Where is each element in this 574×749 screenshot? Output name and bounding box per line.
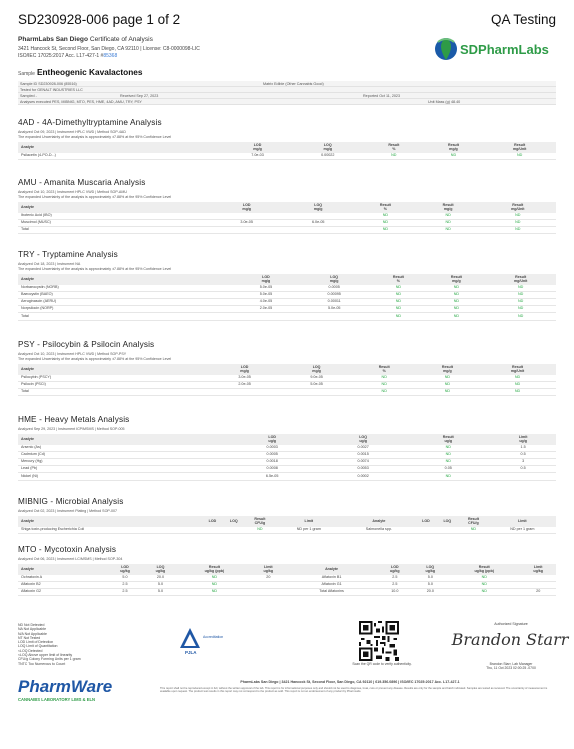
table-cell: ND	[406, 458, 490, 465]
table-cell: ND	[369, 298, 427, 305]
column-header: LOQ ug/kg	[413, 564, 448, 575]
table-cell: 2.5	[107, 588, 142, 595]
column-header: Analyte	[18, 364, 209, 375]
table-header-row	[18, 274, 556, 285]
table-row	[18, 219, 556, 226]
column-header: Analyte	[18, 564, 107, 575]
table-cell: Total	[18, 388, 209, 395]
analysis-info: Analyzed Oct 10, 2023 | Instrument HPLC VWD | Method SOP-AMU	[18, 190, 127, 194]
section-amu	[18, 178, 556, 234]
table-cell: ND	[417, 219, 480, 226]
section-title: 4AD - 4A-Dimethyltryptamine Analysis	[18, 118, 162, 127]
table-cell: ND	[427, 306, 485, 313]
results-table	[18, 434, 556, 481]
table-cell: Aflatoxin G1	[286, 581, 377, 588]
table-cell: 3	[490, 458, 556, 465]
signer-name: Brandon Starr, Lab Manager	[489, 662, 533, 666]
legend-item: NT Not Tested	[18, 635, 41, 640]
table-cell: Norpsilocin (NORP)	[18, 306, 233, 313]
table-cell: ND per 1 gram	[275, 527, 342, 534]
column-header: Analyte	[18, 434, 224, 445]
table-cell: 0.0015	[320, 451, 406, 458]
table-cell: ND	[245, 527, 276, 534]
column-header: Limit	[275, 516, 342, 527]
table-row	[18, 575, 556, 582]
table-cell: ND	[427, 298, 485, 305]
table-cell: 4.0e-05	[233, 298, 299, 305]
qr-code[interactable]	[359, 621, 399, 661]
table-cell	[437, 527, 459, 534]
svg-text:PJLA: PJLA	[185, 650, 197, 655]
column-header: Limit ug/g	[490, 434, 556, 445]
table-cell: 1.5	[490, 445, 556, 452]
table-cell: 5.0e-05	[233, 285, 299, 292]
table-cell	[520, 581, 556, 588]
meta-sampled: Sampled -	[20, 93, 37, 98]
lab-name: PharmLabs San Diego	[18, 36, 88, 43]
section-title: MTO - Mycotoxin Analysis	[18, 545, 117, 554]
table-cell: ND	[354, 226, 417, 233]
doc-type: QA Testing	[490, 12, 556, 27]
table-cell: ND	[458, 527, 489, 534]
table-cell: 0.05	[406, 466, 490, 473]
uncertainty-note: The expanded Uncertainty of the analysis is approximately ±7.88% at the 95% Confidence Level	[18, 135, 172, 139]
results-table	[18, 564, 556, 596]
table-cell: 5.0	[143, 581, 178, 588]
column-header: Result CFU/g	[245, 516, 276, 527]
uncertainty-note: The expanded Uncertainty of the analysis is approximately ±7.88% at the 95% Confidence Level	[18, 267, 172, 271]
table-cell	[251, 588, 286, 595]
table-cell	[281, 388, 353, 395]
column-header: Result mg/g	[424, 142, 484, 153]
table-cell: ND	[406, 445, 490, 452]
column-header: LOQ ug/g	[320, 434, 406, 445]
svg-text:CANNABIS LABORATORY LIMS & ELN: CANNABIS LABORATORY LIMS & ELN	[18, 697, 96, 702]
results-table	[18, 364, 556, 396]
column-header: Limit ug/kg	[520, 564, 556, 575]
column-header: LOQ mg/g	[299, 274, 369, 285]
column-header: Result ug/kg (ppb)	[178, 564, 250, 575]
table-cell: 0.0002	[320, 473, 406, 480]
table-row	[18, 213, 556, 220]
section-mto	[18, 545, 556, 596]
column-header: Result %	[353, 364, 416, 375]
analysis-info: Analyzed Oct 06, 2023 | Instrument LC/MSMS | Method SOP-304	[18, 557, 123, 561]
table-cell: 0.00011	[299, 298, 369, 305]
table-row	[18, 466, 556, 473]
table-row	[18, 581, 556, 588]
table-cell: Psilocybin (PSCY)	[18, 375, 209, 382]
table-cell: ND	[480, 213, 556, 220]
table-row	[18, 285, 556, 292]
table-cell: ND	[406, 473, 490, 480]
sample-meta	[18, 81, 556, 105]
table-cell: 20.0	[413, 588, 448, 595]
table-cell: 0.5	[490, 466, 556, 473]
legend-item: CFU/g Colony Forming Units per 1 gram	[18, 657, 81, 662]
table-cell: ND	[479, 388, 556, 395]
table-cell: Mercury (Hg)	[18, 458, 224, 465]
table-cell: Ibotenic Acid (IBO)	[18, 213, 211, 220]
table-header-row	[18, 202, 556, 213]
analysis-info: Analyzed Oct 18, 2023 | Instrument NA	[18, 262, 81, 266]
table-cell: 0.0053	[320, 466, 406, 473]
iso-link[interactable]: 85368	[103, 52, 118, 59]
table-row	[18, 388, 556, 395]
sample-name: Entheogenic Kavalactones	[36, 67, 143, 77]
table-cell: ND	[480, 219, 556, 226]
column-header: Limit ug/kg	[251, 564, 286, 575]
sample-id-page: SD230928-006 page 1 of 2	[18, 12, 181, 27]
meta-reported: Reported Oct 11, 2023	[363, 93, 401, 98]
table-cell: 5.0	[143, 588, 178, 595]
table-cell: ND	[448, 575, 520, 582]
legend-item: LOD Limit of Detection	[18, 640, 54, 645]
table-cell: ND	[479, 381, 556, 388]
column-header: Analyte	[18, 274, 233, 285]
table-cell: Aflatoxin G2	[18, 588, 107, 595]
table-cell: Aflatoxin B1	[286, 575, 377, 582]
column-header: LOD ug/kg	[107, 564, 142, 575]
table-header-row	[18, 564, 556, 575]
table-cell: ND	[427, 313, 485, 320]
signed-date: Thu, 11 Oct 2023 02:00:25 -0700	[486, 666, 536, 671]
legend	[18, 623, 108, 666]
table-cell: ND	[353, 388, 416, 395]
column-header: Analyte	[18, 202, 211, 213]
table-cell: 10.0	[377, 588, 412, 595]
table-cell: Salmonella spp.	[342, 527, 415, 534]
table-cell: ND	[485, 298, 556, 305]
legend-item: <LOQ Above upper limit of linearity	[18, 653, 73, 658]
table-cell: 20	[520, 588, 556, 595]
table-cell: 2.0e-05	[209, 381, 281, 388]
table-cell: 5.0e-05	[299, 306, 369, 313]
table-cell: 2.0e-05	[233, 306, 299, 313]
section-4ad	[18, 118, 556, 160]
table-cell: 2.5	[107, 581, 142, 588]
table-cell: ND	[480, 226, 556, 233]
column-header: LOQ mg/g	[292, 142, 364, 153]
column-header: Analyte	[18, 142, 224, 153]
column-header: LOD ug/g	[224, 434, 320, 445]
table-cell: ND	[427, 291, 485, 298]
table-row	[18, 298, 556, 305]
table-cell: 0.0018	[224, 458, 320, 465]
analysis-info: Analyzed Oct 09, 2023 | Instrument HPLC VWD | Method SOP-4AD	[18, 130, 126, 134]
lab-name-line	[18, 36, 153, 43]
table-cell: ND	[354, 219, 417, 226]
table-cell: ND	[416, 381, 479, 388]
table-row	[18, 313, 556, 320]
table-row	[18, 375, 556, 382]
column-header: Result %	[364, 142, 424, 153]
signature: Brandon Starr	[451, 630, 569, 649]
table-cell: ND	[417, 213, 480, 220]
table-row	[18, 527, 556, 534]
table-cell: ND	[369, 291, 427, 298]
section-mibnig	[18, 497, 556, 534]
meta-analyses: Analyses executed PES, MIBNIG, MTO, PES, HME, 4AD, AMU, TRY, PSY	[20, 99, 142, 104]
svg-text:Accreditation: Accreditation	[203, 635, 224, 639]
results-table	[18, 142, 556, 160]
table-cell: ND	[485, 285, 556, 292]
table-cell	[299, 313, 369, 320]
table-cell: 20.0	[143, 575, 178, 582]
table-cell	[415, 527, 436, 534]
svg-text:PharmWare: PharmWare	[18, 677, 113, 696]
table-cell: 0.5	[490, 451, 556, 458]
column-header: Analyte	[18, 516, 202, 527]
table-cell	[223, 527, 245, 534]
sdpharmlabs-logo	[432, 34, 562, 64]
table-cell: 5.0e-05	[281, 381, 353, 388]
results-table	[18, 274, 556, 321]
table-cell: Total	[18, 313, 233, 320]
table-cell: Total Aflatoxins	[286, 588, 377, 595]
table-row	[18, 306, 556, 313]
column-header: Limit	[489, 516, 556, 527]
meta-sample-id: Sample ID SD230928-006 (85516)	[20, 81, 77, 86]
svg-text:SDPharmLabs: SDPharmLabs	[460, 42, 549, 57]
section-title: TRY - Tryptamine Analysis	[18, 250, 118, 259]
column-header: LOD mg/g	[211, 202, 283, 213]
column-header: Analyte	[342, 516, 415, 527]
table-cell: ND	[364, 153, 424, 160]
pjla-accreditation-logo	[176, 624, 236, 656]
table-cell: Psilocin (PSCI)	[18, 381, 209, 388]
section-title: AMU - Amanita Muscaria Analysis	[18, 178, 146, 187]
table-cell: 0.0003	[224, 445, 320, 452]
table-cell	[251, 581, 286, 588]
table-cell: ND	[485, 313, 556, 320]
table-cell	[202, 527, 223, 534]
table-row	[18, 226, 556, 233]
column-header: Result mg/Unit	[483, 142, 556, 153]
leaf-globe-icon	[435, 38, 457, 60]
table-row	[18, 458, 556, 465]
column-header: Analyte	[286, 564, 377, 575]
table-cell: 5.0	[413, 581, 448, 588]
column-header: LOD	[202, 516, 223, 527]
column-header: LOQ mg/g	[282, 202, 354, 213]
section-title: PSY - Psilocybin & Psilocin Analysis	[18, 340, 155, 349]
table-cell: ND	[406, 451, 490, 458]
table-cell	[282, 213, 354, 220]
table-cell: 0.0074	[320, 458, 406, 465]
results-table	[18, 516, 556, 534]
legend-item: TNTC Too Numerous to Count	[18, 661, 66, 666]
table-cell: 3.0e-05	[209, 375, 281, 382]
legend-item: N/A Not Applicable	[18, 631, 47, 636]
column-header: Result CFU/g	[458, 516, 489, 527]
table-cell: ND	[485, 291, 556, 298]
table-cell: Ochratoxin A	[18, 575, 107, 582]
section-psy	[18, 340, 556, 396]
table-header-row	[18, 364, 556, 375]
meta-received: Received Sep 27, 2023	[120, 93, 159, 98]
table-cell: Arsenic (As)	[18, 445, 224, 452]
table-cell: ND	[353, 375, 416, 382]
table-cell: 3.0e-05	[211, 219, 283, 226]
column-header: LOQ	[223, 516, 245, 527]
sample-label: Sample	[18, 71, 35, 77]
pharmware-logo	[18, 674, 138, 704]
table-cell: 0.0005	[299, 285, 369, 292]
table-cell: ND	[417, 226, 480, 233]
table-row	[18, 153, 556, 160]
table-cell: ND	[424, 153, 484, 160]
column-header: Result %	[369, 274, 427, 285]
table-cell	[209, 388, 281, 395]
table-row	[18, 291, 556, 298]
table-row	[18, 451, 556, 458]
address-line: 3421 Hancock St, Second Floor, San Diego, CA 92110 | License: C8-0000098-LIC	[18, 46, 200, 52]
legend-item: NA Not Applicable	[18, 627, 47, 632]
table-cell: Aeruginascin (AERU)	[18, 298, 233, 305]
table-cell: ND	[369, 306, 427, 313]
table-row	[18, 473, 556, 480]
table-row	[18, 588, 556, 595]
legend-item: LOQ Limit of Quantitation	[18, 644, 58, 649]
table-cell: ND	[369, 313, 427, 320]
table-cell: ND	[369, 285, 427, 292]
footer-address: PharmLabs San Diego | 3421 Hancock St, Second Floor, San Diego, CA 92110 | 619.356.0896 | ISO/IEC 17025:2017 Acc. L17-427-1	[240, 680, 460, 684]
table-cell: ND	[178, 581, 250, 588]
column-header: Result mg/Unit	[479, 364, 556, 375]
column-header: LOD mg/g	[209, 364, 281, 375]
table-header-row	[18, 434, 556, 445]
column-header: Result mg/g	[417, 202, 480, 213]
signature-label: Authorized Signature	[494, 622, 528, 626]
column-header: LOQ	[437, 516, 459, 527]
analysis-info: Analyzed Oct 10, 2023 | Instrument HPLC VWD | Method SOP-PSY	[18, 352, 127, 356]
column-header: LOQ mg/g	[281, 364, 353, 375]
table-cell: ND	[178, 575, 250, 582]
table-cell: ND	[479, 375, 556, 382]
table-cell: ND	[448, 588, 520, 595]
table-row	[18, 381, 556, 388]
column-header: Result mg/g	[427, 274, 485, 285]
analysis-info: Analyzed Sep 29, 2023 | Instrument ICP/MSMS | Method SOP-005	[18, 427, 125, 431]
column-header: Result ug/g	[406, 434, 490, 445]
disclaimer: This report shall not be reproduced except in full, without the written approval of the lab. This report is for informational purposes only and should not be used to diagnose, treat, cure or prevent any disease. Results are only for the sample and batch indicated. Samples are tested as received. The uncertainty of measurement is available upon request. The product test results in this report may not correspond to the product as sold. This report is not an endorsement of any product by PharmLabs.	[160, 687, 548, 694]
table-cell: 5.0	[107, 575, 142, 582]
table-cell: ND	[353, 381, 416, 388]
table-cell: 2.5	[377, 581, 412, 588]
legend-item: <LOQ Detected	[18, 648, 43, 653]
table-cell: ND	[416, 388, 479, 395]
lab-address	[18, 46, 200, 59]
table-cell: ND	[448, 581, 520, 588]
table-cell: Norbaeocystin (NORB)	[18, 285, 233, 292]
section-try	[18, 250, 556, 321]
table-cell: 7.0e-03	[224, 153, 292, 160]
column-header: Result mg/Unit	[480, 202, 556, 213]
table-cell: 0.00095	[299, 291, 369, 298]
table-cell	[233, 313, 299, 320]
table-cell: Lead (Pb)	[18, 466, 224, 473]
iso-line: ISO/IEC 17025:2017 Acc. L17-427-1 #	[18, 52, 104, 59]
section-title: MIBNIG - Microbial Analysis	[18, 497, 124, 506]
table-cell: 9.0e-05	[281, 375, 353, 382]
table-cell: ND	[178, 588, 250, 595]
table-cell	[211, 213, 283, 220]
column-header: Result %	[354, 202, 417, 213]
column-header: Result mg/Unit	[485, 274, 556, 285]
section-hme	[18, 415, 556, 481]
table-cell	[282, 226, 354, 233]
column-header: Result mg/g	[416, 364, 479, 375]
table-cell	[520, 575, 556, 582]
legend-item: ND Not Detected	[18, 623, 45, 627]
table-cell: Aflatoxin B2	[18, 581, 107, 588]
table-cell: 20	[251, 575, 286, 582]
table-cell: 5.0	[413, 575, 448, 582]
table-cell: 6.0e-05	[282, 219, 354, 226]
table-cell: Psilacetin (4-PO-D...)	[18, 153, 224, 160]
section-title: HME - Heavy Metals Analysis	[18, 415, 130, 424]
meta-matrix: Matrix Edible (Other Cannabis Good)	[263, 81, 324, 86]
table-cell: 2.5	[377, 575, 412, 582]
table-cell: Nickel (Ni)	[18, 473, 224, 480]
table-cell: 0.0027	[320, 445, 406, 452]
table-cell	[211, 226, 283, 233]
table-cell: 0.0005	[224, 451, 320, 458]
uncertainty-note: The expanded Uncertainty of the analysis is approximately ±7.88% at the 95% Confidence Level	[18, 357, 172, 361]
table-cell: ND	[354, 213, 417, 220]
sample-line	[18, 67, 143, 77]
column-header: LOD ug/kg	[377, 564, 412, 575]
table-cell: Muscimol (MUSC)	[18, 219, 211, 226]
table-cell: ND	[485, 306, 556, 313]
table-cell: Shiga toxin-producing Escherichia Coli	[18, 527, 202, 534]
qr-caption: Scan the QR code to verify authenticity.	[352, 662, 412, 666]
table-cell: 0.0008	[224, 466, 320, 473]
meta-tested-for: Tested for GENALT INDUSTRIES LLC	[20, 87, 83, 92]
table-cell: Baeocystin (BAEO)	[18, 291, 233, 298]
table-cell: Cadmium (Cd)	[18, 451, 224, 458]
results-table	[18, 202, 556, 234]
table-cell: ND per 1 gram	[489, 527, 556, 534]
meta-unit-mass: Unit Mass (g) 48.40	[428, 99, 461, 104]
table-cell	[490, 473, 556, 480]
table-cell: 0.00022	[292, 153, 364, 160]
signer-info	[461, 662, 561, 671]
table-cell: ND	[416, 375, 479, 382]
table-cell: 6.5e-05	[224, 473, 320, 480]
table-header-row	[18, 516, 556, 527]
column-header: LOQ ug/kg	[143, 564, 178, 575]
analysis-info: Analyzed Oct 02, 2023 | Instrument Plating | Method SOP-007	[18, 509, 117, 513]
table-cell: Total	[18, 226, 211, 233]
uncertainty-note: The expanded Uncertainty of the analysis is approximately ±7.88% at the 95% Confidence Level	[18, 195, 172, 199]
column-header: LOD mg/g	[224, 142, 292, 153]
doc-title: Certificate of Analysis	[89, 36, 153, 43]
column-header: Result ug/kg (ppb)	[448, 564, 520, 575]
table-cell: ND	[427, 285, 485, 292]
table-cell: ND	[483, 153, 556, 160]
table-row	[18, 445, 556, 452]
column-header: LOD mg/g	[233, 274, 299, 285]
table-cell: 5.0e-05	[233, 291, 299, 298]
column-header: LOD	[415, 516, 436, 527]
table-header-row	[18, 142, 556, 153]
